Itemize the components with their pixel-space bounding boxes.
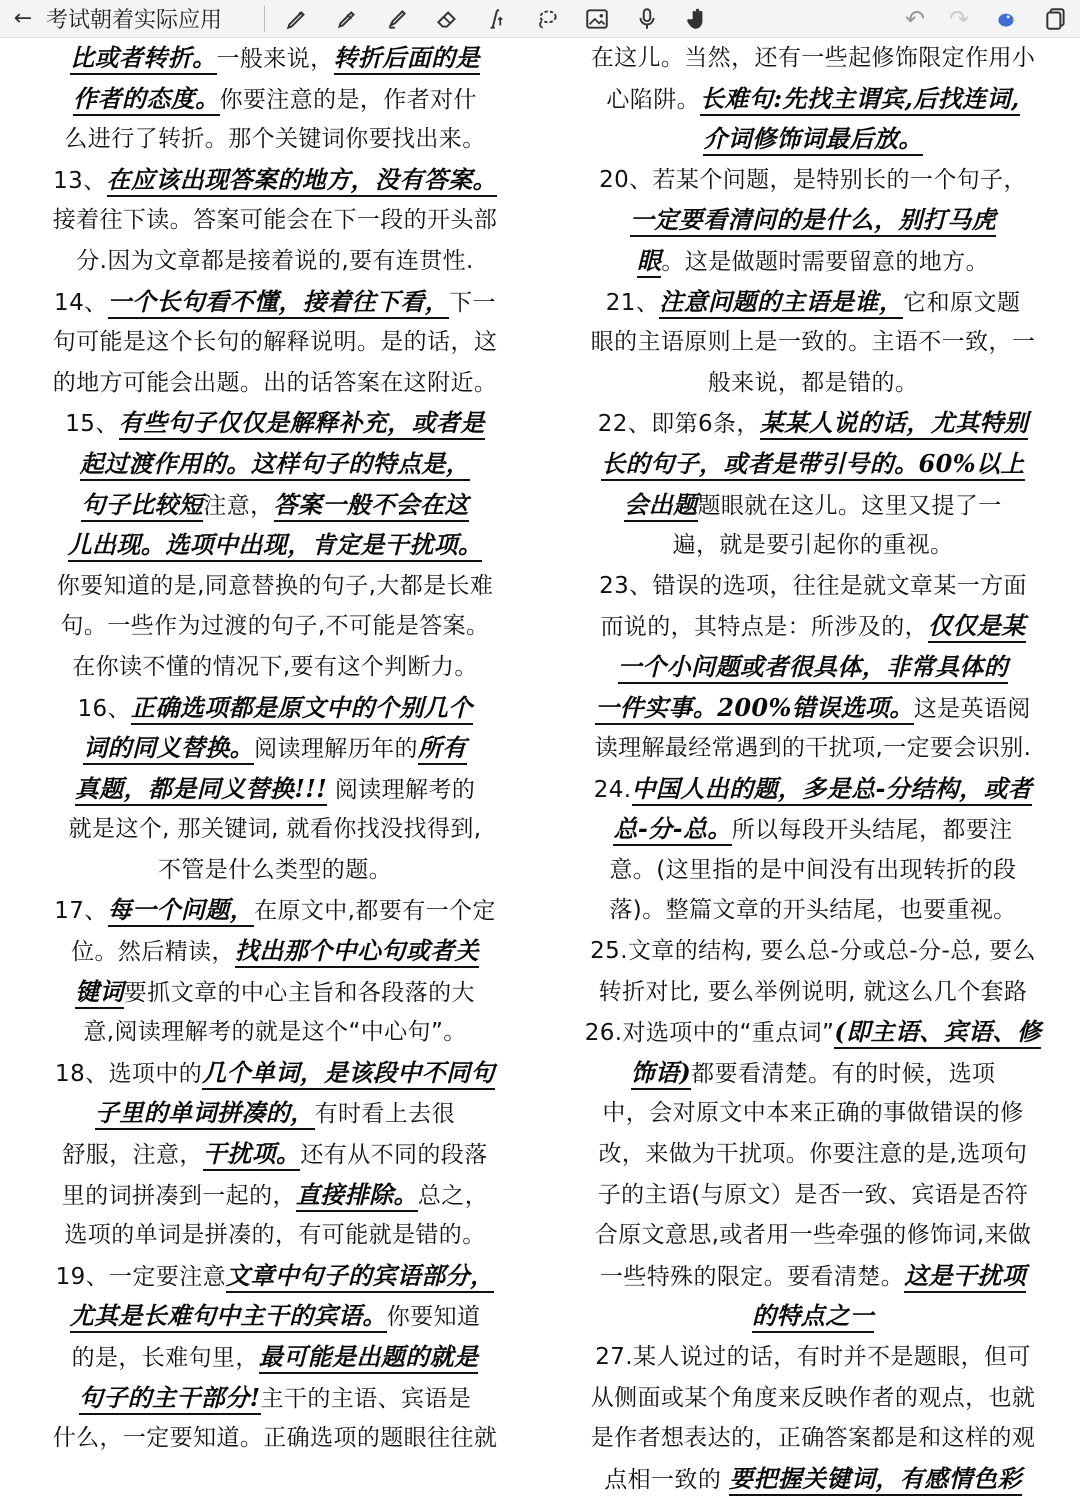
text-icon[interactable] xyxy=(479,2,515,36)
text-line xyxy=(18,363,532,404)
typed-text: 子的主语(与原文）是否一致、宾语是否符 xyxy=(597,1181,1029,1208)
text-line xyxy=(18,1012,532,1053)
typed-text: 23、错误的选项，往往是就文章某一方面 xyxy=(599,572,1027,599)
typed-text: 眼的主语原则上是一致的。主语不一致，一 xyxy=(590,329,1036,356)
text-line xyxy=(18,160,532,201)
text-line xyxy=(18,850,532,891)
text-line xyxy=(18,1134,532,1175)
text-line xyxy=(18,809,532,850)
typed-text: 注意， xyxy=(203,492,274,519)
text-line xyxy=(556,688,1070,729)
history-controls xyxy=(900,2,1074,36)
typed-text: 读理解最经常遇到的干扰项,一定要会识别. xyxy=(594,735,1032,762)
handwritten-annotation: 每一个问题， xyxy=(108,895,254,927)
text-line xyxy=(556,403,1070,444)
highlighter-icon[interactable] xyxy=(329,2,365,36)
typed-text: 从侧面或某个角度来反映作者的观点，也就 xyxy=(590,1384,1036,1411)
typed-text: 24. xyxy=(593,776,632,803)
typed-text: 你要知道的是,同意替换的句子,大都是长难 xyxy=(56,572,494,599)
handwritten-annotation: 答案一般不会在这 xyxy=(274,490,469,522)
text-line xyxy=(556,485,1070,526)
image-icon[interactable] xyxy=(579,2,615,36)
typed-text: 你要知道 xyxy=(386,1304,481,1331)
text-line xyxy=(18,688,532,729)
typed-text: 阅读理解历年的 xyxy=(254,736,418,763)
typed-text: 句。一些作为过渡的句子,不可能是答案。 xyxy=(60,613,490,640)
handwritten-annotation: 干扰项。 xyxy=(203,1139,301,1171)
handwritten-annotation: 尤其是长难句中主干的宾语。 xyxy=(70,1301,387,1333)
text-line xyxy=(18,38,532,79)
typed-text: 下一 xyxy=(449,289,496,316)
text-line xyxy=(18,525,532,566)
text-line xyxy=(556,1459,1070,1499)
text-line xyxy=(556,160,1070,201)
handwritten-annotation: 正确选项都是原文中的个别几个 xyxy=(131,693,473,725)
typed-text: 里的词拼凑到一起的， xyxy=(61,1182,296,1209)
typed-text: 主干的主语、宾语是 xyxy=(260,1385,472,1412)
typed-text: 所以每段开头结尾，都要注 xyxy=(731,817,1013,844)
text-line xyxy=(18,1215,532,1256)
typed-text: 有时看上去很 xyxy=(314,1101,455,1128)
text-line xyxy=(556,1378,1070,1419)
typed-text: 就是这个, 那关键词, 就看你找没找得到, xyxy=(68,816,482,843)
handwritten-annotation: 长难句:先找主谓宾,后找连词, xyxy=(700,84,1020,116)
text-line xyxy=(556,1337,1070,1378)
text-line xyxy=(556,850,1070,891)
typed-text: 这是英语阅 xyxy=(913,695,1031,722)
text-line xyxy=(556,38,1070,79)
typed-text: 落)。整篇文章的开头结尾，也要重视。 xyxy=(609,897,1017,924)
handwritten-annotation: 子里的单词拼凑的， xyxy=(95,1098,315,1130)
handwritten-annotation: 词的同义替换。 xyxy=(83,733,254,765)
handwritten-annotation: 会出题 xyxy=(624,490,697,522)
text-line xyxy=(18,566,532,607)
typed-text: 在这儿。当然，还有一些起修饰限定作用小 xyxy=(590,45,1036,71)
handwritten-annotation: 中国人出的题，多是总-分结构，或者 xyxy=(632,774,1033,806)
handwritten-annotation: 一定要看清问的是什么，别打马虎 xyxy=(630,205,996,237)
typed-text: 位。然后精读， xyxy=(71,939,235,966)
handwritten-annotation: 一个小问题或者很具体，非常具体的 xyxy=(618,652,1008,684)
text-line xyxy=(18,1175,532,1216)
note-toolbar xyxy=(0,0,1080,38)
handwritten-annotation: 转折后面的是 xyxy=(334,43,480,75)
text-line xyxy=(18,200,532,241)
text-line xyxy=(556,79,1070,120)
text-line xyxy=(556,322,1070,363)
handwritten-annotation: 几个单词，是该段中不同句 xyxy=(202,1058,495,1090)
handwritten-annotation: 所有 xyxy=(418,733,467,765)
text-line xyxy=(556,728,1070,769)
text-line xyxy=(18,972,532,1013)
handwritten-annotation: 儿出现。选项中出现，肯定是干扰项。 xyxy=(68,530,483,562)
typed-text: 它和原文题 xyxy=(903,289,1021,316)
undo-icon[interactable]: ↶ xyxy=(904,4,926,33)
drawing-tools xyxy=(279,2,715,36)
typed-text: 般来说，都是错的。 xyxy=(707,369,919,396)
typed-text: 合原文意思,或者用一些牵强的修饰词,来做 xyxy=(594,1222,1032,1249)
text-line xyxy=(18,79,532,120)
text-line xyxy=(556,1093,1070,1134)
handwritten-annotation: 比或者转折。 xyxy=(70,43,216,75)
typed-text: 分.因为文章都是接着说的,要有连贯性. xyxy=(76,247,474,274)
typed-text: 的地方可能会出题。出的话答案在这附近。 xyxy=(52,369,498,396)
text-line xyxy=(556,1418,1070,1459)
typed-text: 一些特殊的限定。要看清楚。 xyxy=(599,1263,905,1290)
text-line xyxy=(556,363,1070,404)
text-line xyxy=(556,769,1070,810)
text-line xyxy=(556,1296,1070,1337)
text-line xyxy=(556,241,1070,282)
handwritten-annotation: 饰语) xyxy=(631,1058,692,1090)
handwritten-annotation: 直接排除。 xyxy=(296,1180,418,1212)
typed-text: 阅读理解考的 xyxy=(327,776,476,803)
text-line xyxy=(18,1093,532,1134)
text-line xyxy=(18,647,532,688)
handwritten-annotation: 一个长句看不懂，接着往下看， xyxy=(108,287,450,319)
eraser-icon[interactable] xyxy=(429,2,465,36)
text-line xyxy=(18,728,532,769)
text-line xyxy=(18,606,532,647)
typed-text: 而说的，其特点是：所涉及的， xyxy=(600,614,928,641)
text-line xyxy=(18,1256,532,1297)
handwritten-annotation: (即主语、宾语、修 xyxy=(834,1017,1041,1049)
handwritten-annotation: 句子比较短 xyxy=(81,490,203,522)
text-line xyxy=(556,606,1070,647)
typed-text: 题眼就在这儿。这里又提了一 xyxy=(697,492,1002,519)
text-line xyxy=(18,890,532,931)
typed-text: 18、选项中的 xyxy=(55,1060,203,1087)
typed-text: 还有从不同的段落 xyxy=(300,1142,488,1169)
redo-icon[interactable]: ↷ xyxy=(948,4,970,33)
typed-text: 在你读不懂的情况下,要有这个判断力。 xyxy=(72,653,478,680)
bird-sticker-icon[interactable] xyxy=(988,2,1024,36)
text-line xyxy=(556,1134,1070,1175)
handwritten-annotation: 最可能是出题的就是 xyxy=(259,1342,479,1374)
handwritten-annotation: 真题，都是同义替换!!! xyxy=(75,774,327,806)
text-line xyxy=(556,647,1070,688)
text-line xyxy=(18,119,532,160)
text-line xyxy=(556,282,1070,323)
right-column xyxy=(544,38,1070,1493)
typed-text: 什么，一定要知道。正确选项的题眼往往就 xyxy=(52,1425,498,1452)
typed-text: 27.某人说过的话，有时并不是题眼，但可 xyxy=(595,1344,1031,1370)
typed-text: 16、 xyxy=(77,695,131,722)
pen-icon[interactable] xyxy=(279,2,315,36)
text-line xyxy=(556,972,1070,1013)
typed-text: 接着往下读。答案可能会在下一段的开头部 xyxy=(52,207,498,234)
typed-text: 都要看清楚。有的时候，选项 xyxy=(691,1060,996,1087)
text-line xyxy=(18,485,532,526)
typed-text: 点相一致的 xyxy=(604,1466,729,1493)
typed-text: 选项的单词是拼凑的，有可能就是错的。 xyxy=(64,1222,486,1249)
typed-text: 的是，长难句里， xyxy=(71,1345,259,1371)
typed-text: 不管是什么类型的题。 xyxy=(158,856,392,883)
handwritten-annotation: 文章中句子的宾语部分， xyxy=(226,1261,494,1293)
text-line xyxy=(556,1175,1070,1216)
typed-text: 意,阅读理解考的就是这个“中心句”。 xyxy=(83,1019,467,1046)
typed-text: 总之， xyxy=(417,1182,489,1209)
handwritten-annotation: 起过渡作用的。这样句子的特点是， xyxy=(80,449,470,481)
marker-icon[interactable] xyxy=(379,2,415,36)
text-line xyxy=(18,241,532,282)
handwritten-annotation: 键词 xyxy=(75,977,124,1009)
text-line xyxy=(556,1215,1070,1256)
text-line xyxy=(556,931,1070,972)
handwritten-annotation: 找出那个中心句或者关 xyxy=(235,936,479,968)
note-canvas xyxy=(0,38,1080,1493)
typed-text: 中，会对原文中本来正确的事做错误的修 xyxy=(602,1100,1024,1127)
typed-text: 么进行了转折。那个关键词你要找出来。 xyxy=(64,126,486,153)
handwritten-annotation: 长的句子，或者是带引号的。60%以上 xyxy=(601,449,1024,481)
typed-text: 在原文中,都要有一个定 xyxy=(254,898,496,925)
left-column xyxy=(18,38,544,1452)
typed-text: 17、 xyxy=(54,898,108,925)
text-line xyxy=(556,1053,1070,1094)
text-line xyxy=(18,1053,532,1094)
typed-text: 要抓文章的中心主旨和各段落的大 xyxy=(123,979,475,1006)
pages-icon[interactable] xyxy=(1038,2,1074,36)
handwritten-annotation: 作者的态度。 xyxy=(73,84,219,116)
text-line xyxy=(18,1337,532,1378)
typed-text: 是作者想表达的，正确答案都是和这样的观 xyxy=(590,1425,1036,1452)
back-arrow-icon[interactable]: ← xyxy=(13,6,33,31)
handwritten-annotation: 注意问题的主语是谁， xyxy=(659,287,903,319)
text-line xyxy=(18,444,532,485)
microphone-icon[interactable] xyxy=(629,2,665,36)
text-line xyxy=(556,200,1070,241)
typed-text: 19、一定要注意 xyxy=(55,1263,227,1290)
handwritten-annotation: 一件实事。200%错误选项。 xyxy=(595,693,914,725)
text-line xyxy=(556,444,1070,485)
typed-text: 一般来说， xyxy=(216,46,334,72)
typed-text: 25.文章的结构, 要么总-分或总-分-总, 要么 xyxy=(590,938,1036,965)
text-line xyxy=(556,1256,1070,1297)
text-line xyxy=(18,1296,532,1337)
text-line xyxy=(18,769,532,810)
typed-text: 20、若某个问题，是特别长的一个句子， xyxy=(599,166,1027,193)
handwritten-annotation: 要把握关键词，有感情色彩 xyxy=(729,1464,1022,1496)
typed-text: 意。(这里指的是中间没有出现转折的段 xyxy=(609,856,1017,883)
toolbar-divider xyxy=(264,6,265,32)
handwritten-annotation: 介词修饰词最后放。 xyxy=(703,124,923,156)
typed-text: 遍，就是要引起你的重视。 xyxy=(672,532,954,559)
handwritten-annotation: 的特点之一 xyxy=(752,1301,874,1333)
lasso-icon[interactable] xyxy=(529,2,565,36)
typed-text: 你要注意的是，作者对什 xyxy=(219,86,477,113)
handwritten-annotation: 在应该出现答案的地方，没有答案。 xyxy=(107,165,497,197)
handwritten-annotation: 仅仅是某 xyxy=(928,611,1026,643)
handwritten-annotation: 句子的主干部分! xyxy=(79,1383,261,1415)
handwritten-annotation: 某某人说的话，尤其特别 xyxy=(760,408,1028,440)
typed-text: 改，来做为干扰项。你要注意的是,选项句 xyxy=(598,1141,1028,1168)
text-line xyxy=(18,1418,532,1459)
typed-text: 26.对选项中的“重点词” xyxy=(584,1020,835,1047)
text-line xyxy=(18,1378,532,1419)
typed-text: 心陷阱。 xyxy=(606,86,701,113)
handwritten-annotation: 有些句子仅仅是解释补充，或者是 xyxy=(119,408,485,440)
text-line xyxy=(556,566,1070,607)
text-line xyxy=(18,403,532,444)
text-line xyxy=(18,282,532,323)
typed-text: 15、 xyxy=(65,411,119,438)
text-line xyxy=(556,1012,1070,1053)
typed-text: 转折对比, 要么举例说明, 就这么几个套路 xyxy=(598,978,1028,1005)
typed-text: 14、 xyxy=(54,289,108,316)
handwritten-annotation: 眼 xyxy=(637,246,661,278)
hand-icon[interactable] xyxy=(679,2,715,36)
text-line xyxy=(556,525,1070,566)
text-line xyxy=(18,322,532,363)
text-line xyxy=(556,119,1070,160)
typed-text: 句可能是这个长句的解释说明。是的话，这 xyxy=(52,329,498,356)
typed-text: 舒服，注意， xyxy=(62,1142,203,1169)
text-line xyxy=(18,931,532,972)
typed-text: 13、 xyxy=(53,167,107,194)
text-line xyxy=(556,809,1070,850)
typed-text: 21、 xyxy=(605,289,660,316)
typed-text: 。这是做题时需要留意的地方。 xyxy=(661,248,989,275)
handwritten-annotation: 总-分-总。 xyxy=(613,814,731,846)
note-title[interactable]: 考试朝着实际应用 xyxy=(46,8,223,33)
text-line xyxy=(556,890,1070,931)
handwritten-annotation: 这是干扰项 xyxy=(904,1261,1026,1293)
typed-text: 22、即第6条， xyxy=(597,411,760,438)
